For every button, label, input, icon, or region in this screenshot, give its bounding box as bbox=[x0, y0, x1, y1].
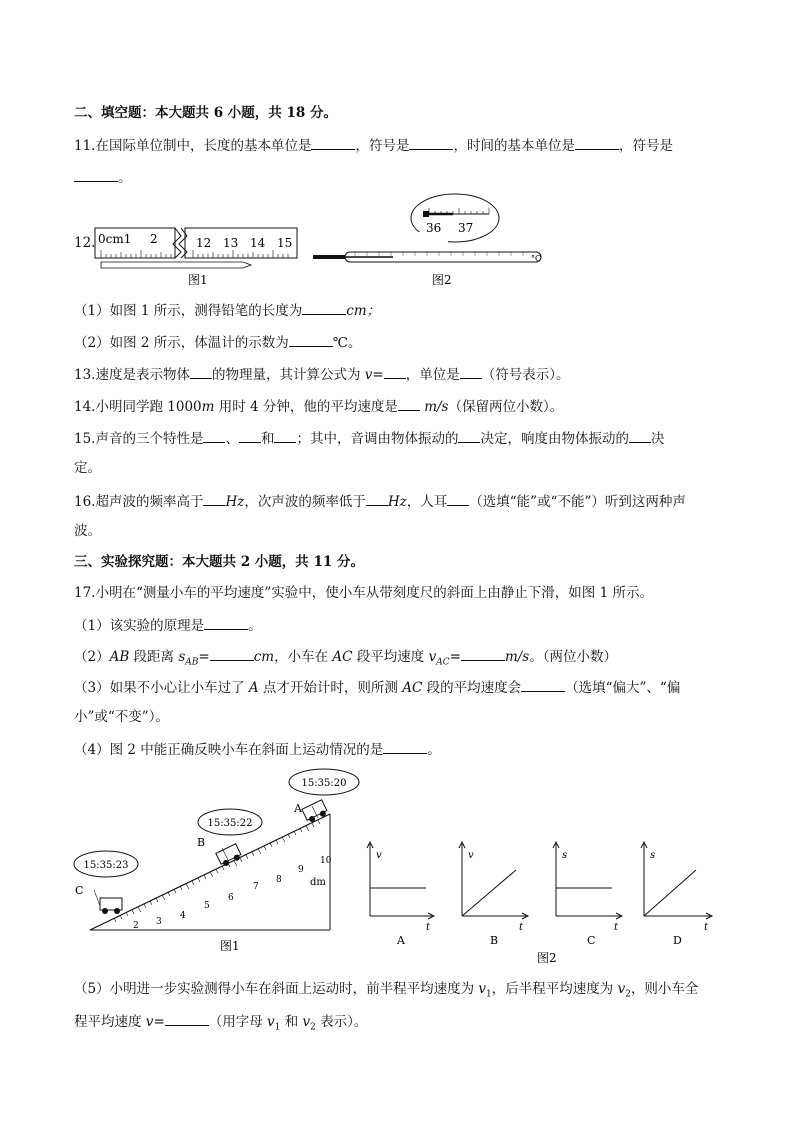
graph-a-y: v bbox=[376, 850, 382, 861]
ruler-label-12: 12 bbox=[196, 236, 212, 250]
question-13: 13.速度是表示物体 的物理量，其计算公式为 v= ，单位是 （符号表示）。 bbox=[74, 364, 569, 384]
blank bbox=[239, 428, 261, 443]
blank bbox=[190, 364, 212, 379]
blank bbox=[458, 428, 480, 443]
graph-a-x: t bbox=[426, 922, 431, 933]
time-b: 15:35:22 bbox=[207, 818, 253, 829]
tick-8: 8 bbox=[276, 875, 282, 885]
question-15-cont: 定。 bbox=[74, 460, 101, 476]
blank bbox=[203, 491, 225, 506]
point-a: A bbox=[294, 802, 302, 815]
blank bbox=[203, 428, 225, 443]
unit-dm: dm bbox=[310, 877, 326, 888]
blank bbox=[165, 1011, 209, 1026]
blank bbox=[409, 135, 453, 150]
section-2-title: 二、填空题：本大题共 6 小题，共 18 分。 bbox=[74, 105, 337, 121]
q17-figure bbox=[70, 766, 730, 968]
ruler-label-15: 15 bbox=[277, 236, 293, 250]
question-17-3-cont: 小”或“不变”）。 bbox=[74, 709, 169, 725]
question-17-5: （5）小明进一步实验测得小车在斜面上运动时，前半程平均速度为 $v_1$，后半程平均速度为 $v_2$，则小车全 bbox=[74, 981, 699, 1000]
blank bbox=[575, 135, 619, 150]
question-17-4: （4）图 2 中能正确反映小车在斜面上运动情况的是 。 bbox=[74, 739, 441, 759]
blank bbox=[289, 332, 333, 347]
tick-3: 3 bbox=[156, 917, 162, 927]
graph-c bbox=[553, 842, 622, 947]
blank bbox=[302, 300, 346, 315]
tick-4: 4 bbox=[180, 911, 186, 921]
graph-b bbox=[459, 842, 528, 947]
graph-d-x: t bbox=[704, 922, 709, 933]
blank bbox=[398, 396, 420, 411]
blank bbox=[629, 428, 651, 443]
blank bbox=[521, 677, 565, 692]
incline-figure bbox=[74, 769, 359, 953]
tick-9: 9 bbox=[298, 865, 304, 875]
question-16-cont: 波。 bbox=[74, 523, 101, 539]
car-c bbox=[100, 898, 122, 914]
tick-5: 5 bbox=[204, 901, 210, 911]
q12-figure bbox=[93, 192, 553, 288]
fig1-caption-17: 图1 bbox=[220, 939, 240, 953]
question-12-number: 12. bbox=[74, 235, 96, 251]
point-b: B bbox=[197, 836, 206, 849]
time-c: 15:35:23 bbox=[83, 860, 129, 871]
question-14: 14.小明同学跑 1000m 用时 4 分钟，他的平均速度是 m/s（保留两位小数）。 bbox=[74, 396, 563, 416]
blank bbox=[210, 646, 254, 661]
tick-6: 6 bbox=[228, 893, 234, 903]
graph-d bbox=[641, 842, 712, 947]
graph-b-label: B bbox=[490, 934, 499, 947]
question-11: 11.在国际单位制中，长度的基本单位是 ，符号是 ，时间的基本单位是 ，符号是 bbox=[74, 135, 673, 155]
fig2-caption: 图2 bbox=[432, 273, 452, 287]
blank bbox=[447, 491, 469, 506]
blank bbox=[311, 135, 355, 150]
blank bbox=[366, 491, 388, 506]
section-3-title: 三、实验探究题：本大题共 2 小题，共 11 分。 bbox=[74, 554, 364, 570]
question-12-1: （1）如图 1 所示，测得铅笔的长度为 cm； bbox=[74, 300, 380, 320]
graph-d-label: D bbox=[673, 934, 682, 947]
question-17-1: （1）该实验的原理是 。 bbox=[74, 615, 262, 635]
ruler-label-13: 13 bbox=[223, 236, 239, 250]
question-12-2: （2）如图 2 所示，体温计的示数为 ℃。 bbox=[74, 332, 361, 352]
thermometer-figure bbox=[313, 194, 541, 287]
blank bbox=[274, 428, 296, 443]
question-17: 17.小明在“测量小车的平均速度”实验中，使小车从带刻度尺的斜面上由静止下滑，如图 1 所示。 bbox=[74, 585, 653, 601]
thermo-label-36: 36 bbox=[426, 221, 442, 235]
graph-c-label: C bbox=[587, 934, 596, 947]
blank bbox=[461, 646, 505, 661]
point-c: C bbox=[75, 884, 84, 897]
question-17-2: （2）AB 段距离 $s_{AB}=$ cm，小车在 AC 段平均速度 $v_{AC}= m/s$。（两位小数） bbox=[74, 646, 617, 672]
thermo-unit: °C bbox=[531, 254, 542, 263]
car-a bbox=[302, 800, 329, 824]
ruler-label-0: 0cm1 bbox=[98, 232, 132, 246]
thermo-label-37: 37 bbox=[458, 221, 474, 235]
graph-c-x: t bbox=[614, 922, 619, 933]
graph-a-label: A bbox=[397, 934, 405, 947]
graph-d-y: s bbox=[650, 850, 656, 861]
blank bbox=[204, 615, 248, 630]
ruler-label-14: 14 bbox=[250, 236, 266, 250]
ruler-figure bbox=[95, 228, 297, 287]
graph-c-y: s bbox=[562, 850, 568, 861]
fig1-caption: 图1 bbox=[188, 273, 208, 287]
car-b bbox=[216, 844, 243, 868]
ruler-label-2: 2 bbox=[150, 232, 158, 246]
tick-2: 2 bbox=[133, 921, 139, 931]
question-17-5-cont: 程平均速度 v= （用字母 $v_1$ 和 $v_2$ 表示）。 bbox=[74, 1011, 367, 1037]
pencil-shape bbox=[101, 262, 251, 268]
question-17-3: （3）如果不小心让小车过了 A 点才开始计时，则所测 AC 段的平均速度会 （选填“偏大”、“偏 bbox=[74, 677, 680, 697]
question-11-cont: 。 bbox=[74, 167, 132, 187]
question-15: 15.声音的三个特性是 、 和 ；其中，音调由物体振动的 决定，响度由物体振动的 决 bbox=[74, 428, 664, 448]
blank bbox=[74, 167, 118, 182]
graph-b-y: v bbox=[468, 850, 474, 861]
blank bbox=[384, 364, 406, 379]
tick-7: 7 bbox=[253, 882, 259, 892]
graph-b-x: t bbox=[519, 922, 524, 933]
blank bbox=[460, 364, 482, 379]
time-a: 15:35:20 bbox=[301, 778, 347, 789]
graph-a bbox=[367, 842, 434, 947]
tick-10: 10 bbox=[320, 856, 332, 866]
question-16: 16.超声波的频率高于 Hz，次声波的频率低于 Hz，人耳 （选填“能”或“不能”）听到这两种声 bbox=[74, 491, 686, 511]
fig2-caption-17: 图2 bbox=[537, 951, 557, 965]
blank bbox=[383, 739, 427, 754]
